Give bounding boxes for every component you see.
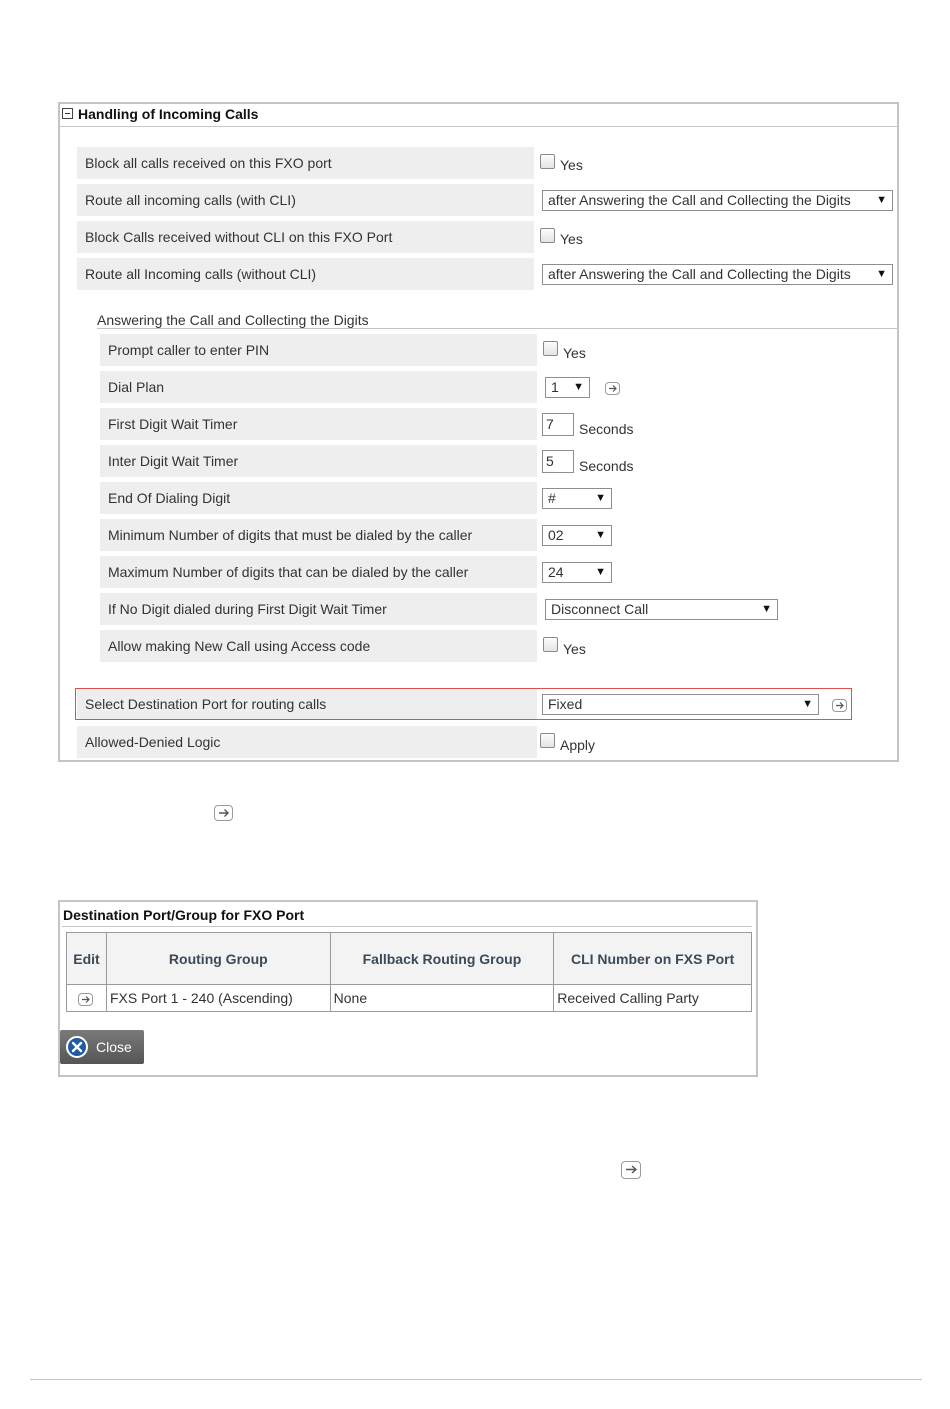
no-digit-label: If No Digit dialed during First Digit Wait Timer [100, 593, 537, 625]
column-header-cli: CLI Number on FXS Port [554, 933, 752, 985]
routing-group-cell: FXS Port 1 - 240 (Ascending) [106, 985, 330, 1012]
inter-digit-timer-unit: Seconds [579, 458, 634, 474]
access-code-label: Allow making New Call using Access code [100, 630, 537, 662]
answering-subsection-title: Answering the Call and Collecting the Digits [97, 312, 369, 328]
min-digits-value: 02 [548, 527, 564, 543]
cli-cell: Received Calling Party [554, 985, 752, 1012]
block-all-option: Yes [560, 157, 583, 173]
destination-group-title: Destination Port/Group for FXO Port [63, 907, 305, 923]
caret-down-icon: ▼ [802, 698, 813, 710]
arrow-right-icon[interactable] [214, 805, 233, 821]
title-divider [62, 926, 752, 927]
edit-cell [67, 985, 107, 1012]
dial-plan-value: 1 [551, 379, 559, 395]
access-code-checkbox[interactable] [543, 637, 558, 652]
block-without-cli-checkbox[interactable] [540, 228, 555, 243]
caret-down-icon: ▼ [876, 268, 887, 280]
caret-down-icon: ▼ [573, 381, 584, 393]
table-row [67, 985, 752, 1012]
destination-port-select[interactable] [542, 694, 819, 715]
first-digit-timer-label: First Digit Wait Timer [100, 408, 537, 440]
dial-plan-select[interactable] [545, 377, 590, 398]
caret-down-icon: ▼ [595, 529, 606, 541]
caret-down-icon: ▼ [595, 492, 606, 504]
block-all-checkbox[interactable] [540, 154, 555, 169]
inter-digit-timer-input[interactable]: 5 [542, 450, 574, 473]
destination-group-panel [58, 900, 758, 1077]
subsection-divider [97, 328, 899, 329]
arrow-right-icon[interactable] [621, 1161, 641, 1179]
allowed-denied-checkbox[interactable] [540, 733, 555, 748]
prompt-pin-label: Prompt caller to enter PIN [100, 334, 537, 366]
route-with-cli-select[interactable] [542, 190, 893, 211]
block-all-label: Block all calls received on this FXO port [77, 147, 534, 179]
dial-plan-label: Dial Plan [100, 371, 537, 403]
close-button[interactable] [60, 1030, 144, 1064]
max-digits-select[interactable] [542, 562, 612, 583]
prompt-pin-option: Yes [563, 345, 586, 361]
max-digits-label: Maximum Number of digits that can be dialed by the caller [100, 556, 537, 588]
destination-port-value: Fixed [548, 696, 583, 712]
caret-down-icon: ▼ [876, 194, 887, 206]
column-header-fallback: Fallback Routing Group [330, 933, 554, 985]
fallback-cell: None [330, 985, 554, 1012]
max-digits-value: 24 [548, 564, 564, 580]
route-with-cli-label: Route all incoming calls (with CLI) [77, 184, 534, 216]
caret-down-icon: ▼ [761, 603, 772, 615]
end-of-dialing-label: End Of Dialing Digit [100, 482, 537, 514]
destination-group-table [66, 932, 752, 1012]
prompt-pin-checkbox[interactable] [543, 341, 558, 356]
inter-digit-timer-label: Inter Digit Wait Timer [100, 445, 537, 477]
close-x-icon [66, 1036, 88, 1058]
edit-arrow-icon[interactable] [78, 993, 93, 1006]
block-without-cli-label: Block Calls received without CLI on this FXO Port [77, 221, 534, 253]
column-header-edit: Edit [67, 933, 107, 985]
first-digit-timer-input[interactable]: 7 [542, 413, 574, 436]
incoming-calls-panel [58, 102, 899, 762]
end-of-dialing-select[interactable] [542, 488, 612, 509]
allowed-denied-option: Apply [560, 737, 596, 753]
min-digits-label: Minimum Number of digits that must be dialed by the caller [100, 519, 537, 551]
first-digit-timer-unit: Seconds [579, 421, 634, 437]
destination-port-arrow-icon[interactable] [832, 699, 847, 712]
dial-plan-arrow-icon[interactable] [605, 382, 620, 395]
no-digit-value: Disconnect Call [551, 601, 649, 617]
footer-divider [30, 1379, 922, 1380]
allowed-denied-label: Allowed-Denied Logic [77, 726, 537, 758]
access-code-option: Yes [563, 641, 586, 657]
collapse-icon[interactable] [62, 108, 73, 119]
panel-header [60, 104, 897, 127]
destination-port-label: Select Destination Port for routing calls [77, 689, 537, 719]
route-without-cli-value: after Answering the Call and Collecting the Digits [548, 266, 851, 282]
no-digit-select[interactable] [545, 599, 778, 620]
end-of-dialing-value: # [548, 490, 556, 506]
route-without-cli-label: Route all Incoming calls (without CLI) [77, 258, 534, 290]
column-header-routing-group: Routing Group [106, 933, 330, 985]
panel-title: Handling of Incoming Calls [78, 106, 259, 122]
route-without-cli-select[interactable] [542, 264, 893, 285]
min-digits-select[interactable] [542, 525, 612, 546]
block-without-cli-option: Yes [560, 231, 583, 247]
close-button-label: Close [96, 1039, 132, 1055]
caret-down-icon: ▼ [595, 566, 606, 578]
route-with-cli-value: after Answering the Call and Collecting the Digits [548, 192, 851, 208]
